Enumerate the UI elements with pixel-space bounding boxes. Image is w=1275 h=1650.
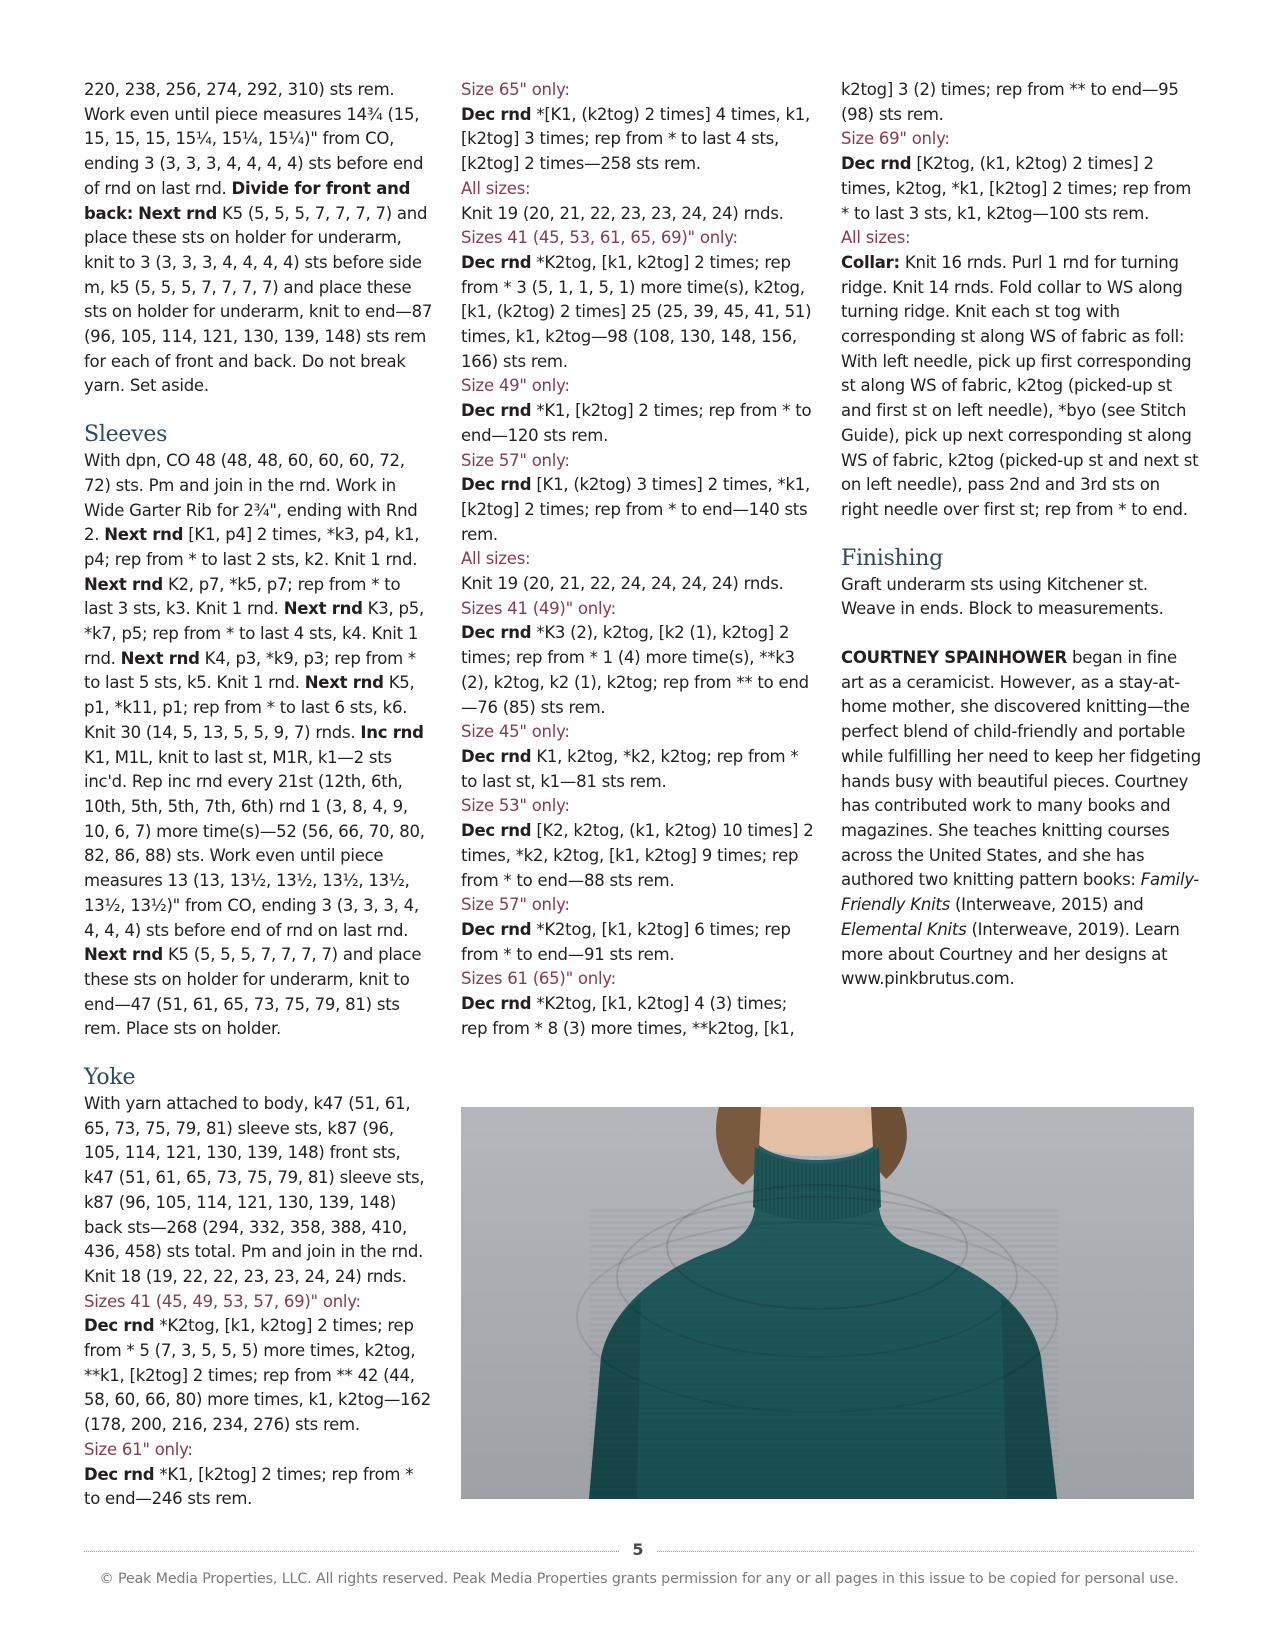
bold-label: Dec rnd (841, 154, 912, 174)
column-3 (841, 78, 1201, 992)
book-title: Family-Friendly Knits (841, 870, 1199, 915)
bold-label: Collar: (841, 252, 900, 272)
body-text: K1, M1L, knit to last st, M1R, k1—2 sts inc'd. Rep inc rnd every 21st (12th, 6th, 10th, 5th, 5th, 7th, 6th) rnd 1 (3, 8, 4, 9, 10, 6, 7) more time(s)—52 (56, 66, 70, 80, 82, 86, 88) sts. Work even until piece measures 13 (13, 13½, 13½, 13½, 13½, 13½, 13½)" from CO, ending 3 (3, 3, 3, 4, 4, 4, 4) sts before end of rnd on last rnd. (84, 747, 425, 940)
bold-label: Dec rnd (84, 1464, 155, 1484)
author-name: COURTNEY SPAINHOWER (841, 648, 1067, 668)
footer-divider (657, 1551, 1194, 1552)
column-2 (461, 78, 817, 1041)
body-text: K4, p3, *k9, p3; rep from * to last 5 sts, k5. Knit 1 rnd. (84, 648, 416, 693)
paragraph (461, 399, 817, 448)
paragraph: Knit 19 (20, 21, 22, 24, 24, 24, 24) rnds. (461, 574, 784, 594)
body-text: [K2tog, (k1, k2tog) 2 times] 2 times, k2tog, *k1, [k2tog] 2 times; rep from * to last 3 sts, k1, k2tog—100 sts rem. (841, 154, 1192, 223)
body-text: *K2tog, [k1, k2tog] 2 times; rep from * 3 (5, 1, 1, 5, 1) more time(s), k2tog, [k1, (k2tog) 2 times] 25 (25, 39, 45, 41, 51) times, k1, k2tog—98 (108, 130, 148, 156, 166) sts rem. (461, 252, 812, 371)
size-label: Sizes 61 (65)" only: (461, 969, 616, 989)
body-text: began in fine art as a ceramicist. However, as a stay-at-home mother, she discovered knitting—the perfect blend of child-friendly and portable while fulfilling her need to keep her fidgeting hands busy with beautiful pieces. Courtney has contributed work to many books and magazines. She teaches knitting courses across the United States, and she has authored two knitting pattern books: (841, 648, 1201, 890)
bold-label: Next rnd (304, 673, 384, 693)
column-1 (84, 78, 434, 1512)
author-bio (841, 646, 1201, 992)
bold-label: Dec rnd (461, 475, 532, 495)
body-text: [K2, k2tog, (k1, k2tog) 10 times] 2 times, *k2, k2tog, [k1, k2tog] 9 times; rep from * to end—88 sts rem. (461, 821, 814, 890)
body-text: 220, 238, 256, 274, 292, 310) sts rem. Work even until piece measures 14¾ (15, 15, 15, 15, 15¼, 15¼, 15¼)" from CO, ending 3 (3, 3, 3, 4, 4, 4, 4) sts before end of rnd on last rnd. (84, 80, 424, 198)
size-label: Size 57" only: (461, 450, 570, 470)
bold-label: Next rnd (283, 599, 363, 619)
bold-label: Next rnd (104, 525, 184, 545)
paragraph: Graft underarm sts using Kitchener st. Weave in ends. Block to measurements. (841, 574, 1164, 619)
paragraph (461, 992, 817, 1041)
bold-label: Dec rnd (461, 746, 532, 766)
bold-label: Divide for front and back: (84, 178, 411, 223)
size-label: All sizes: (461, 549, 531, 569)
body-text: *K2tog, [k1, k2tog] 6 times; rep from * to end—91 sts rem. (461, 919, 791, 964)
book-title: Elemental Knits (841, 919, 967, 939)
paragraph (84, 78, 434, 399)
copyright-notice: © Peak Media Properties, LLC. All rights reserved. Peak Media Properties grants permission for any or all pages in this issue to be copied for personal use. (99, 1571, 1179, 1587)
paragraph (84, 1463, 434, 1512)
body-text: K5 (5, 5, 5, 7, 7, 7, 7) and place these sts on holder for underarm, knit to 3 (3, 3, 3, 4, 4, 4, 4) sts before side m, k5 (5, 5, 5, 7, 7, 7, 7) and place these sts on holder for underarm, knit to end—87 (96, 105, 114, 121, 130, 139, 148) sts rem for each of front and back. Do not break yarn. Set aside. (84, 203, 433, 396)
paragraph: k2tog] 3 (2) times; rep from ** to end—95 (98) sts rem. (841, 80, 1179, 124)
bold-label: Dec rnd (461, 821, 532, 841)
size-label: Size 53" only: (461, 796, 570, 816)
body-text: *K2tog, [k1, k2tog] 2 times; rep from * 5 (7, 3, 5, 5, 5) more times, k2tog, **k1, [k2tog] 2 times; rep from ** 42 (44, 58, 60, 66, 80) more times, k1, k2tog—162 (178, 200, 216, 234, 276) sts rem. (84, 1316, 431, 1435)
paragraph (461, 473, 817, 547)
paragraph (461, 621, 817, 720)
size-label: Size 49" only: (461, 376, 570, 396)
section-heading-yoke: Yoke (84, 1065, 136, 1091)
size-label: Size 65" only: (461, 80, 570, 99)
size-label: Size 69" only: (841, 129, 950, 149)
size-label: Sizes 41 (45, 49, 53, 57, 69)" only: (84, 1291, 361, 1311)
body-text: [K1, (k2tog) 3 times] 2 times, *k1, [k2tog] 2 times; rep from * to end—140 sts rem. (461, 475, 811, 544)
paragraph: Knit 19 (20, 21, 22, 23, 23, 24, 24) rnds. (461, 203, 784, 223)
bold-label: Dec rnd (461, 994, 532, 1014)
bold-label: Dec rnd (461, 104, 532, 124)
size-label: All sizes: (461, 178, 531, 198)
size-label: All sizes: (841, 228, 911, 248)
footer-divider (84, 1551, 619, 1552)
bold-label: Next rnd (138, 203, 218, 223)
paragraph (84, 1314, 434, 1438)
paragraph (84, 449, 434, 1042)
bold-label: Inc rnd (360, 722, 424, 742)
body-text: Knit 16 rnds. Purl 1 rnd for turning ridge. Knit 14 rnds. Fold collar to WS along turning ridge. Knit each st tog with corresponding st along WS of fabric as foll: With left needle, pick up first corresponding st along WS of fabric, k2tog (picked-up st and first st on left needle), *byo (see Stitch Guide), pick up next corresponding st along WS of fabric, k2tog (picked-up st and next st on left needle), pass 2nd and 3rd sts on right needle over first st; rep from * to end. (841, 252, 1199, 519)
body-text: (Interweave, 2019). Learn more about Courtney and her designs at www.pinkbrutus.com. (841, 919, 1180, 989)
sweater-photo-illustration (461, 1107, 1194, 1499)
bold-label: Dec rnd (84, 1316, 155, 1336)
paragraph (841, 152, 1201, 226)
body-text: K2, p7, *k5, p7; rep from * to last 3 sts, k3. Knit 1 rnd. (84, 574, 401, 619)
body-text: *K1, [k2tog] 2 times; rep from * to end—246 sts rem. (84, 1464, 414, 1509)
size-label: Sizes 41 (45, 53, 61, 65, 69)" only: (461, 228, 738, 248)
size-label: Size 61" only: (84, 1439, 193, 1459)
paragraph (461, 819, 817, 893)
body-text: K5 (5, 5, 5, 7, 7, 7, 7) and place these sts on holder for underarm, knit to end—47 (51, 61, 65, 73, 75, 79, 81) sts rem. Place sts on holder. (84, 945, 422, 1039)
paragraph (461, 103, 817, 177)
size-label: Sizes 41 (49)" only: (461, 598, 616, 618)
body-text: *K2tog, [k1, k2tog] 4 (3) times; rep from * 8 (3) more times, **k2tog, [k1, (461, 994, 795, 1038)
body-text: K5, p1, *k11, p1; rep from * to last 6 sts, k6. Knit 30 (14, 5, 13, 5, 5, 9, 7) rnds. (84, 673, 415, 742)
paragraph (461, 745, 817, 794)
size-label: Size 57" only: (461, 895, 570, 915)
body-text: K1, k2tog, *k2, k2tog; rep from * to last st, k1—81 sts rem. (461, 746, 799, 791)
body-text: K3, p5, *k7, p5; rep from * to last 4 sts, k4. Knit 1 rnd. (84, 599, 424, 668)
bold-label: Dec rnd (461, 252, 532, 272)
bold-label: Dec rnd (461, 401, 532, 421)
body-text: With dpn, CO 48 (48, 48, 60, 60, 60, 72, 72) sts. Pm and join in the rnd. Work in Wide Garter Rib for 2¾", ending with Rnd 2. (84, 451, 418, 545)
bold-label: Dec rnd (461, 919, 532, 939)
bold-label: Next rnd (84, 574, 163, 594)
section-heading-sleeves: Sleeves (84, 422, 168, 448)
section-heading-finishing: Finishing (841, 545, 944, 571)
paragraph (841, 251, 1201, 523)
body-text: [K1, p4] 2 times, *k3, p4, k1, p4; rep from * to last 2 sts, k2. Knit 1 rnd. (84, 525, 420, 569)
bold-label: Next rnd (84, 945, 163, 965)
bold-label: Dec rnd (461, 623, 532, 643)
paragraph: With yarn attached to body, k47 (51, 61, 65, 73, 75, 79, 81) sleeve sts, k87 (96, 105, 114, 121, 130, 139, 148) front sts, k47 (51, 61, 65, 73, 75, 79, 81) sleeve sts, k87 (96, 105, 114, 121, 130, 139, 148) back sts—268 (294, 332, 358, 388, 410, 436, 458) sts total. Pm and join in the rnd. Knit 18 (19, 22, 22, 23, 23, 24, 24) rnds. (84, 1094, 425, 1286)
body-text: *K3 (2), k2tog, [k2 (1), k2tog] 2 times; rep from * 1 (4) more time(s), **k3 (2), k2tog, k2 (1), k2tog; rep from ** to end—76 (85) sts rem. (461, 623, 809, 717)
body-text: *[K1, (k2tog) 2 times] 4 times, k1, [k2tog] 3 times; rep from * to last 4 sts, [k2tog] 2 times—258 sts rem. (461, 104, 811, 174)
size-label: Size 45" only: (461, 722, 570, 742)
body-text: *K1, [k2tog] 2 times; rep from * to end—120 sts rem. (461, 401, 812, 445)
paragraph (461, 918, 817, 967)
page-number: 5 (632, 1540, 644, 1559)
body-text: (Interweave, 2015) and (954, 895, 1144, 915)
sweater-photo (461, 1107, 1194, 1499)
paragraph (461, 251, 817, 375)
bold-label: Next rnd (120, 648, 200, 668)
